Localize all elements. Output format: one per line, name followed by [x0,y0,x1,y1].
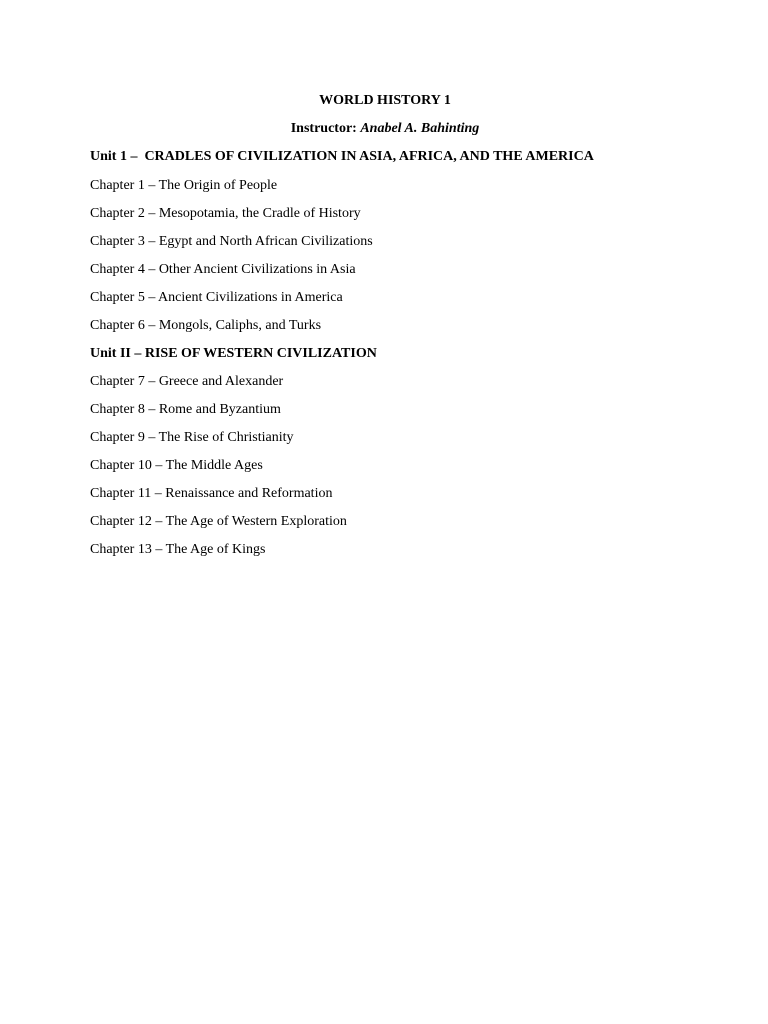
chapter-item: Chapter 13 – The Age of Kings [90,542,266,557]
chapter-item: Chapter 6 – Mongols, Caliphs, and Turks [90,318,322,333]
chapter-item: Chapter 2 – Mesopotamia, the Cradle of History [90,206,361,221]
chapter-item: Chapter 8 – Rome and Byzantium [90,402,281,417]
unit-heading-2: Unit II – RISE OF WESTERN CIVILIZATION [90,346,377,361]
unit-2-chapter-list [90,371,680,561]
chapter-item: Chapter 1 – The Origin of People [90,178,278,193]
unit-heading-1: Unit 1 – CRADLES OF CIVILIZATION IN ASIA, AFRICA, AND THE AMERICA [90,149,594,164]
chapter-item: Chapter 4 – Other Ancient Civilizations in Asia [90,262,356,277]
chapter-item: Chapter 5 – Ancient Civilizations in America [90,290,343,305]
instructor-label: Instructor: [290,121,361,136]
instructor-line [90,118,680,140]
document-title: WORLD HISTORY 1 [319,93,451,108]
unit-1-chapter-list [90,175,680,337]
chapter-item: Chapter 7 – Greece and Alexander [90,374,284,389]
document-page [90,90,680,561]
chapter-item: Chapter 11 – Renaissance and Reformation [90,486,333,501]
chapter-item: Chapter 3 – Egypt and North African Civilizations [90,234,373,249]
chapter-item: Chapter 10 – The Middle Ages [90,458,263,473]
instructor-name: Anabel A. Bahinting [360,121,480,136]
chapter-item: Chapter 12 – The Age of Western Exploration [90,514,347,529]
chapter-item: Chapter 9 – The Rise of Christianity [90,430,294,445]
